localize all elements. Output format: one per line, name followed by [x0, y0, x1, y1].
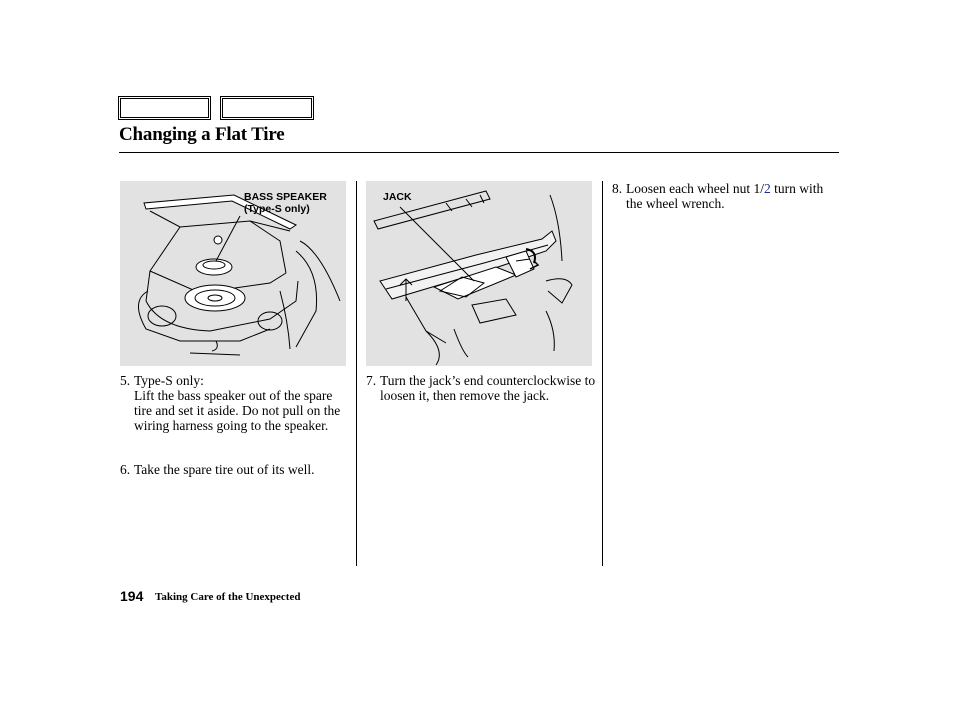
step-8-number: 8. [612, 181, 623, 196]
step-6 [120, 462, 348, 477]
step-5-body: Lift the bass speaker out of the spare tire and set it aside. Do not pull on the wiring harness going to the speaker. [134, 388, 341, 433]
step-7-number: 7. [366, 373, 377, 388]
title-rule [119, 152, 839, 153]
nav-button-next[interactable] [220, 96, 314, 120]
step-7 [366, 373, 596, 403]
step-6-text: Take the spare tire out of its well. [134, 462, 315, 477]
jack-callout: JACK [383, 191, 412, 203]
jack-illustration [366, 181, 592, 366]
step-5 [120, 373, 348, 433]
step-8 [612, 181, 837, 211]
step-8-link[interactable]: 2 [763, 181, 771, 196]
step-8-text-b: turn with the wheel wrench. [626, 181, 824, 211]
speaker-figure [120, 181, 346, 366]
callout-line-2: (Type-S only) [244, 203, 310, 215]
page-number: 194 [120, 588, 144, 604]
step-6-number: 6. [120, 462, 131, 477]
callout-line-1: BASS SPEAKER [244, 191, 327, 203]
step-8-text [612, 181, 837, 211]
column-divider-2 [602, 181, 603, 566]
step-5-number: 5. [120, 373, 131, 388]
step-5-lead: Type-S only: [134, 373, 204, 388]
bass-speaker-callout [244, 191, 327, 215]
step-8-text-a: Loosen each wheel nut 1/ [626, 181, 764, 196]
jack-figure [366, 181, 592, 366]
page-title: Changing a Flat Tire [119, 124, 285, 145]
section-title: Taking Care of the Unexpected [155, 591, 301, 603]
nav-button-previous[interactable] [118, 96, 211, 120]
column-divider-1 [356, 181, 357, 566]
step-7-text: Turn the jack’s end counterclockwise to loosen it, then remove the jack. [380, 373, 596, 403]
